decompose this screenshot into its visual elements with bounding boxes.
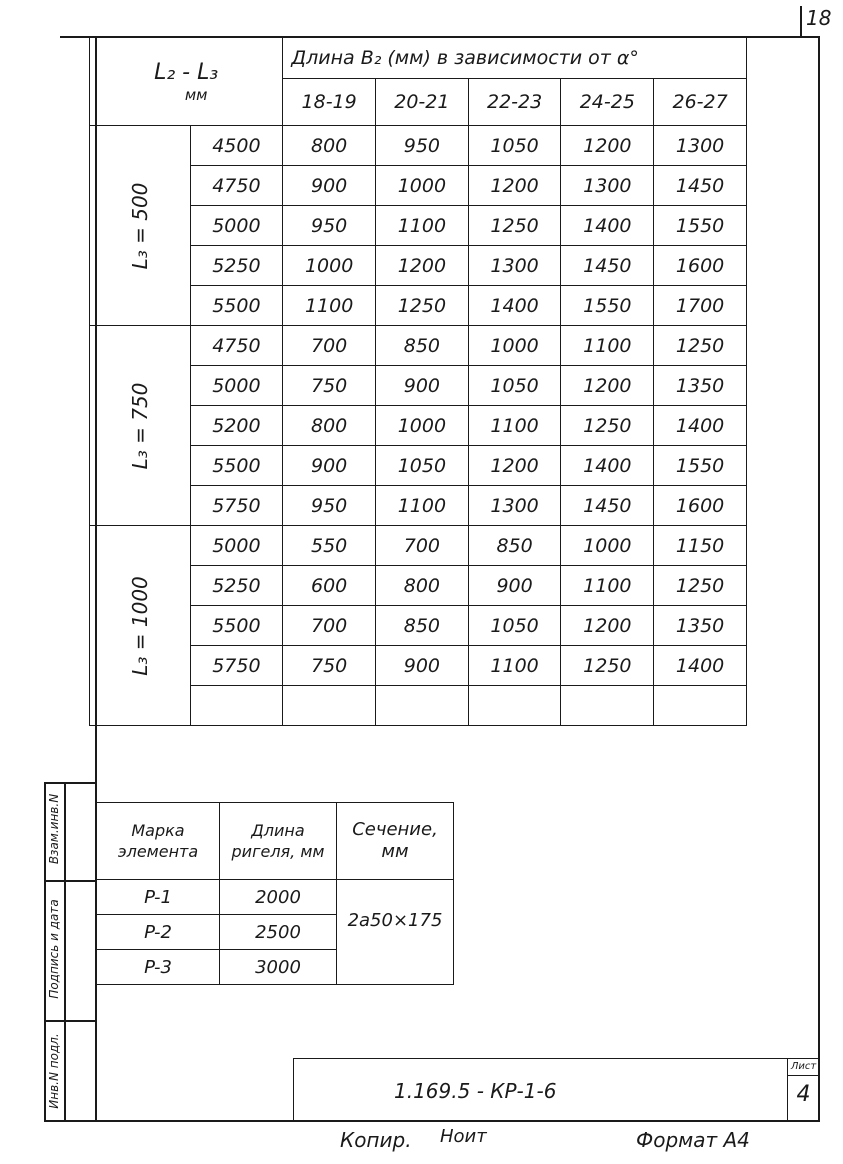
value-cell: 1250	[376, 286, 469, 326]
value-cell: 900	[376, 646, 469, 686]
value-cell: 1100	[561, 566, 654, 606]
angle-col-header: 20-21	[376, 79, 469, 126]
group-label-cell	[90, 326, 191, 526]
value-cell: 1000	[283, 246, 376, 286]
l2-cell: 5750	[190, 646, 283, 686]
value-cell: 700	[283, 326, 376, 366]
table-row	[90, 326, 747, 366]
length-cell: 2000	[220, 880, 337, 915]
col-section-header: Сечение, мм	[337, 803, 454, 880]
value-cell: 1000	[376, 406, 469, 446]
value-cell	[376, 686, 469, 726]
side-stamp-div2	[44, 1020, 96, 1022]
table-row	[90, 126, 747, 166]
value-cell: 1100	[376, 206, 469, 246]
value-cell: 1400	[561, 446, 654, 486]
value-cell: 900	[468, 566, 561, 606]
value-cell: 1550	[561, 286, 654, 326]
value-cell: 1100	[468, 646, 561, 686]
value-cell: 1300	[561, 166, 654, 206]
value-cell: 1400	[561, 206, 654, 246]
frame-right-line	[818, 36, 820, 1122]
table-row	[90, 526, 747, 566]
sheet-cell	[787, 1059, 819, 1121]
value-cell: 1550	[654, 446, 747, 486]
section-cell: 2a50×175	[337, 880, 454, 985]
value-cell: 900	[283, 166, 376, 206]
side-label-signature-date: Подпись и дата	[47, 899, 61, 999]
group-label: L₃ = 1000	[127, 575, 152, 676]
value-cell: 1200	[376, 246, 469, 286]
value-cell: 1200	[561, 606, 654, 646]
value-cell: 850	[468, 526, 561, 566]
l2-cell: 5000	[190, 526, 283, 566]
value-cell: 1300	[468, 486, 561, 526]
l2-cell	[190, 686, 283, 726]
mark-cell: P-2	[97, 915, 220, 950]
l2-cell: 4750	[190, 326, 283, 366]
l2-cell: 5500	[190, 286, 283, 326]
value-cell: 550	[283, 526, 376, 566]
side-stamp-left-line	[44, 782, 46, 1122]
group-label: L₃ = 500	[127, 182, 152, 269]
side-stamp-mid-line	[64, 782, 66, 1122]
length-cell: 3000	[220, 950, 337, 985]
value-cell: 900	[283, 446, 376, 486]
value-cell: 750	[283, 646, 376, 686]
value-cell: 1000	[376, 166, 469, 206]
l2-cell: 5250	[190, 566, 283, 606]
document-code: 1.169.5 - КР-1-6	[394, 1079, 557, 1103]
value-cell: 1200	[468, 166, 561, 206]
value-cell: 950	[283, 486, 376, 526]
side-label-replace-inv: Взам.инв.N	[47, 793, 61, 865]
mark-cell: P-1	[97, 880, 220, 915]
value-cell: 1450	[561, 246, 654, 286]
value-cell: 1100	[283, 286, 376, 326]
group-label-cell	[90, 526, 191, 726]
l2-cell: 5000	[190, 206, 283, 246]
value-cell: 1250	[654, 566, 747, 606]
sheet-label: Лист	[788, 1059, 819, 1076]
value-cell: 1200	[468, 446, 561, 486]
value-cell: 800	[283, 126, 376, 166]
value-cell: 700	[376, 526, 469, 566]
value-cell: 1350	[654, 606, 747, 646]
value-cell: 750	[283, 366, 376, 406]
length-table	[89, 37, 747, 726]
value-cell: 1000	[468, 326, 561, 366]
mark-cell: P-3	[97, 950, 220, 985]
value-cell: 1050	[468, 606, 561, 646]
l2-cell: 4500	[190, 126, 283, 166]
title-block	[293, 1058, 819, 1121]
col-mark-header: Марка элемента	[97, 803, 220, 880]
value-cell: 1100	[376, 486, 469, 526]
value-cell: 1250	[561, 646, 654, 686]
element-table	[96, 802, 454, 985]
value-cell: 900	[376, 366, 469, 406]
value-cell: 1200	[561, 126, 654, 166]
value-cell: 950	[283, 206, 376, 246]
value-cell: 1050	[376, 446, 469, 486]
value-cell: 1100	[468, 406, 561, 446]
value-cell: 950	[376, 126, 469, 166]
value-cell: 1400	[468, 286, 561, 326]
l2-cell: 5200	[190, 406, 283, 446]
l2-cell: 5000	[190, 366, 283, 406]
l2-cell: 5500	[190, 446, 283, 486]
value-cell	[654, 686, 747, 726]
header-l2-cell	[90, 38, 283, 126]
side-stamp-top-line	[44, 782, 96, 784]
value-cell: 1600	[654, 486, 747, 526]
value-cell: 1050	[468, 126, 561, 166]
value-cell: 1300	[468, 246, 561, 286]
value-cell: 800	[283, 406, 376, 446]
value-cell: 1550	[654, 206, 747, 246]
value-cell	[468, 686, 561, 726]
value-cell: 700	[283, 606, 376, 646]
angle-col-header: 18-19	[283, 79, 376, 126]
header-l2: L₂ - L₃	[154, 59, 219, 85]
value-cell: 1450	[561, 486, 654, 526]
angle-col-header: 24-25	[561, 79, 654, 126]
value-cell: 1300	[654, 126, 747, 166]
l2-cell: 5500	[190, 606, 283, 646]
footer-copier-signature: Ноит	[440, 1126, 487, 1147]
side-label-inv-orig: Инв.N подл.	[47, 1033, 61, 1109]
col-length-header: Длина ригеля, мм	[220, 803, 337, 880]
value-cell: 850	[376, 326, 469, 366]
value-cell: 1050	[468, 366, 561, 406]
value-cell: 850	[376, 606, 469, 646]
value-cell: 1350	[654, 366, 747, 406]
l2-cell: 5750	[190, 486, 283, 526]
value-cell: 600	[283, 566, 376, 606]
value-cell: 1250	[561, 406, 654, 446]
sheet-number: 4	[796, 1082, 811, 1107]
table-row	[97, 880, 454, 915]
angle-col-header: 26-27	[654, 79, 747, 126]
page-number: 18	[806, 6, 832, 30]
value-cell	[283, 686, 376, 726]
length-cell: 2500	[220, 915, 337, 950]
header-title: Длина B₂ (мм) в зависимости от α°	[283, 38, 747, 79]
value-cell: 1600	[654, 246, 747, 286]
l2-cell: 5250	[190, 246, 283, 286]
value-cell: 1250	[468, 206, 561, 246]
l2-cell: 4750	[190, 166, 283, 206]
page-number-divider	[800, 6, 802, 38]
group-label-cell	[90, 126, 191, 326]
header-unit: мм	[184, 85, 208, 104]
value-cell: 1400	[654, 646, 747, 686]
group-label: L₃ = 750	[127, 382, 152, 469]
value-cell: 1450	[654, 166, 747, 206]
footer-format: Формат А4	[636, 1128, 750, 1152]
value-cell: 1400	[654, 406, 747, 446]
value-cell: 800	[376, 566, 469, 606]
value-cell: 1100	[561, 326, 654, 366]
value-cell: 1200	[561, 366, 654, 406]
value-cell: 1150	[654, 526, 747, 566]
value-cell: 1000	[561, 526, 654, 566]
footer-copied: Копир.	[340, 1128, 412, 1152]
value-cell	[561, 686, 654, 726]
angle-col-header: 22-23	[468, 79, 561, 126]
value-cell: 1700	[654, 286, 747, 326]
value-cell: 1250	[654, 326, 747, 366]
